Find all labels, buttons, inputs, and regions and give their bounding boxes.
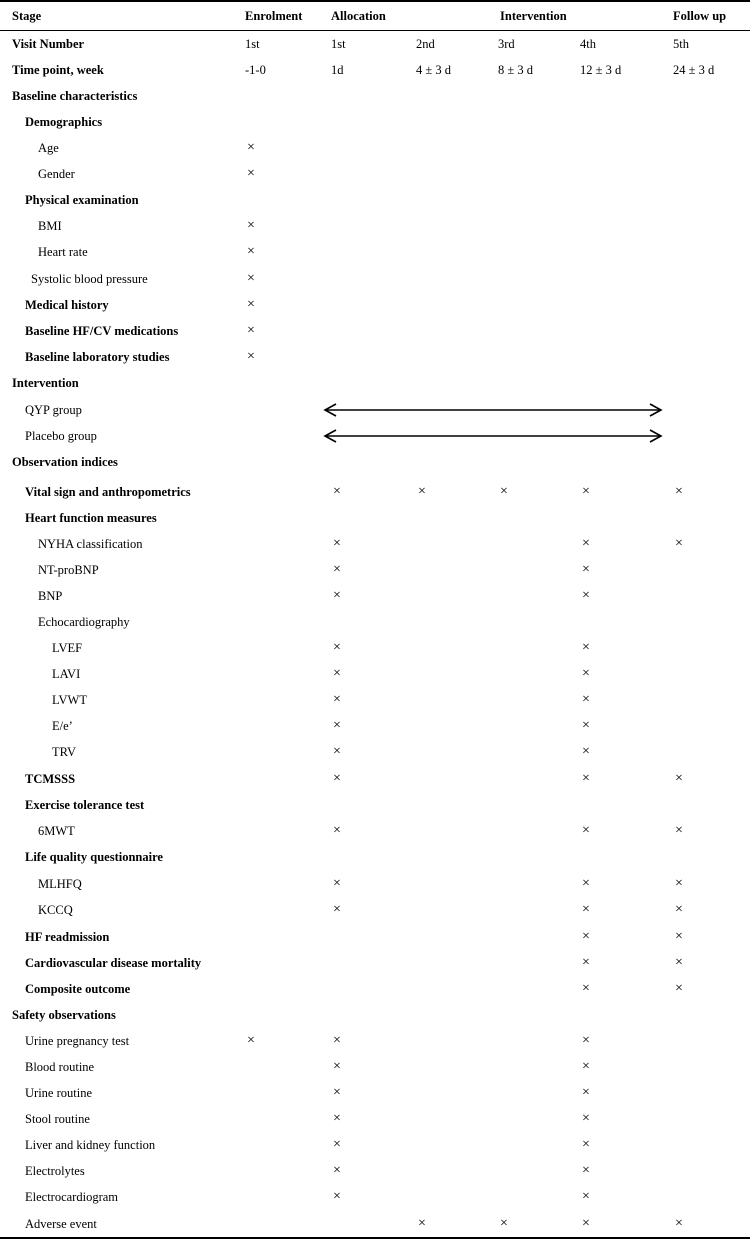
visit-number-value: 1st <box>331 37 346 51</box>
row-label-physical-examination: Physical examination <box>25 193 139 207</box>
cross-mark-icon: × <box>582 1059 590 1074</box>
cross-mark-icon: × <box>582 640 590 655</box>
row-label-intervention: Intervention <box>12 376 79 390</box>
time-point-value: 1d <box>331 63 344 77</box>
row-label-bnp: BNP <box>38 589 63 603</box>
cross-mark-icon: × <box>247 297 255 312</box>
cross-mark-icon: × <box>333 718 341 733</box>
cross-mark-icon: × <box>675 929 683 944</box>
header-rule <box>0 30 750 31</box>
cross-mark-icon: × <box>582 1111 590 1126</box>
cross-mark-icon: × <box>675 876 683 891</box>
row-label-urine-routine: Urine routine <box>25 1086 92 1100</box>
cross-mark-icon: × <box>500 1216 508 1231</box>
cross-mark-icon: × <box>582 876 590 891</box>
table-top-rule <box>0 0 750 2</box>
row-label-blood-routine: Blood routine <box>25 1060 95 1074</box>
row-label-gender: Gender <box>38 167 75 181</box>
time-point-value: -1-0 <box>245 63 266 77</box>
double-arrow-icon <box>322 402 664 418</box>
cross-mark-icon: × <box>333 666 341 681</box>
cross-mark-icon: × <box>582 1163 590 1178</box>
row-label-nyha-classification: NYHA classification <box>38 537 143 551</box>
cross-mark-icon: × <box>333 536 341 551</box>
row-label-electrocardiogram: Electrocardiogram <box>25 1190 119 1204</box>
cross-mark-icon: × <box>333 484 341 499</box>
header-enrolment: Enrolment <box>245 9 303 23</box>
cross-mark-icon: × <box>333 902 341 917</box>
cross-mark-icon: × <box>675 1216 683 1231</box>
row-label-composite-outcome: Composite outcome <box>25 982 131 996</box>
row-label-6mwt: 6MWT <box>38 824 75 838</box>
row-label-safety-observations: Safety observations <box>12 1008 116 1022</box>
cross-mark-icon: × <box>582 1085 590 1100</box>
cross-mark-icon: × <box>333 1085 341 1100</box>
row-label-tcmsss: TCMSSS <box>25 772 76 786</box>
row-label-baseline-characteristics: Baseline characteristics <box>12 89 138 103</box>
row-label-demographics: Demographics <box>25 115 103 129</box>
cross-mark-icon: × <box>582 1189 590 1204</box>
row-label-baseline-laboratory-studies: Baseline laboratory studies <box>25 350 170 364</box>
cross-mark-icon: × <box>333 823 341 838</box>
visit-number-value: 2nd <box>416 37 435 51</box>
row-label-lavi: LAVI <box>52 667 81 681</box>
row-label-medical-history: Medical history <box>25 298 109 312</box>
cross-mark-icon: × <box>582 588 590 603</box>
row-label-placebo-group: Placebo group <box>25 429 97 443</box>
cross-mark-icon: × <box>675 536 683 551</box>
visit-number-value: 3rd <box>498 37 515 51</box>
row-label-age: Age <box>38 141 59 155</box>
cross-mark-icon: × <box>582 718 590 733</box>
cross-mark-icon: × <box>247 218 255 233</box>
row-label-nt-probnp: NT-proBNP <box>38 563 99 577</box>
cross-mark-icon: × <box>582 902 590 917</box>
cross-mark-icon: × <box>247 166 255 181</box>
cross-mark-icon: × <box>247 140 255 155</box>
cross-mark-icon: × <box>675 823 683 838</box>
row-label-life-quality-questionnaire: Life quality questionnaire <box>25 850 163 864</box>
row-label-hf-readmission: HF readmission <box>25 930 110 944</box>
row-label-e-e: E/e’ <box>52 719 73 733</box>
row-label-heart-function-measures: Heart function measures <box>25 511 157 525</box>
cross-mark-icon: × <box>247 349 255 364</box>
visit-number-value: 1st <box>245 37 260 51</box>
cross-mark-icon: × <box>247 244 255 259</box>
row-label-qyp-group: QYP group <box>25 403 82 417</box>
row-label-electrolytes: Electrolytes <box>25 1164 85 1178</box>
cross-mark-icon: × <box>333 1033 341 1048</box>
row-label-trv: TRV <box>52 745 76 759</box>
cross-mark-icon: × <box>582 929 590 944</box>
cross-mark-icon: × <box>675 771 683 786</box>
row-label-adverse-event: Adverse event <box>25 1217 97 1231</box>
cross-mark-icon: × <box>582 981 590 996</box>
time-point-value: 8 ± 3 d <box>498 63 533 77</box>
cross-mark-icon: × <box>675 955 683 970</box>
row-label-lvef: LVEF <box>52 641 83 655</box>
time-point-value: 4 ± 3 d <box>416 63 451 77</box>
row-label-echocardiography: Echocardiography <box>38 615 130 629</box>
time-point-value: 24 ± 3 d <box>673 63 715 77</box>
cross-mark-icon: × <box>582 692 590 707</box>
table-bottom-rule <box>0 1237 750 1239</box>
visit-number-value: 4th <box>580 37 596 51</box>
double-arrow-icon <box>322 428 664 444</box>
row-label-mlhfq: MLHFQ <box>38 877 82 891</box>
cross-mark-icon: × <box>333 1111 341 1126</box>
row-label-exercise-tolerance-test: Exercise tolerance test <box>25 798 145 812</box>
cross-mark-icon: × <box>247 323 255 338</box>
cross-mark-icon: × <box>582 1033 590 1048</box>
cross-mark-icon: × <box>582 955 590 970</box>
cross-mark-icon: × <box>333 1163 341 1178</box>
row-label-heart-rate: Heart rate <box>38 245 88 259</box>
cross-mark-icon: × <box>675 484 683 499</box>
cross-mark-icon: × <box>333 1189 341 1204</box>
cross-mark-icon: × <box>582 666 590 681</box>
row-label-urine-pregnancy-test: Urine pregnancy test <box>25 1034 130 1048</box>
row-label-kccq: KCCQ <box>38 903 73 917</box>
cross-mark-icon: × <box>582 562 590 577</box>
cross-mark-icon: × <box>333 876 341 891</box>
row-label-systolic-blood-pressure: Systolic blood pressure <box>31 272 148 286</box>
cross-mark-icon: × <box>333 1137 341 1152</box>
header-intervention: Intervention <box>500 9 567 23</box>
cross-mark-icon: × <box>582 823 590 838</box>
cross-mark-icon: × <box>333 744 341 759</box>
cross-mark-icon: × <box>247 271 255 286</box>
visit-number-label: Visit Number <box>12 37 85 51</box>
row-label-observation-indices: Observation indices <box>12 455 118 469</box>
time-point-value: 12 ± 3 d <box>580 63 622 77</box>
cross-mark-icon: × <box>333 562 341 577</box>
cross-mark-icon: × <box>675 981 683 996</box>
row-label-liver-and-kidney-function: Liver and kidney function <box>25 1138 156 1152</box>
cross-mark-icon: × <box>582 484 590 499</box>
cross-mark-icon: × <box>333 640 341 655</box>
cross-mark-icon: × <box>333 588 341 603</box>
cross-mark-icon: × <box>582 1216 590 1231</box>
cross-mark-icon: × <box>247 1033 255 1048</box>
header-follow-up: Follow up <box>673 9 727 23</box>
cross-mark-icon: × <box>582 771 590 786</box>
cross-mark-icon: × <box>418 484 426 499</box>
row-label-bmi: BMI <box>38 219 62 233</box>
visit-number-value: 5th <box>673 37 689 51</box>
header-stage: Stage <box>12 9 42 23</box>
cross-mark-icon: × <box>333 771 341 786</box>
row-label-lvwt: LVWT <box>52 693 87 707</box>
time-point-label: Time point, week <box>12 63 104 77</box>
row-label-vital-sign-and-anthropometrics: Vital sign and anthropometrics <box>25 485 191 499</box>
cross-mark-icon: × <box>500 484 508 499</box>
row-label-stool-routine: Stool routine <box>25 1112 90 1126</box>
cross-mark-icon: × <box>582 1137 590 1152</box>
row-label-baseline-hf-cv-medications: Baseline HF/CV medications <box>25 324 179 338</box>
cross-mark-icon: × <box>675 902 683 917</box>
row-label-cardiovascular-disease-mortality: Cardiovascular disease mortality <box>25 956 202 970</box>
cross-mark-icon: × <box>418 1216 426 1231</box>
cross-mark-icon: × <box>333 1059 341 1074</box>
cross-mark-icon: × <box>333 692 341 707</box>
cross-mark-icon: × <box>582 744 590 759</box>
header-allocation: Allocation <box>331 9 386 23</box>
cross-mark-icon: × <box>582 536 590 551</box>
